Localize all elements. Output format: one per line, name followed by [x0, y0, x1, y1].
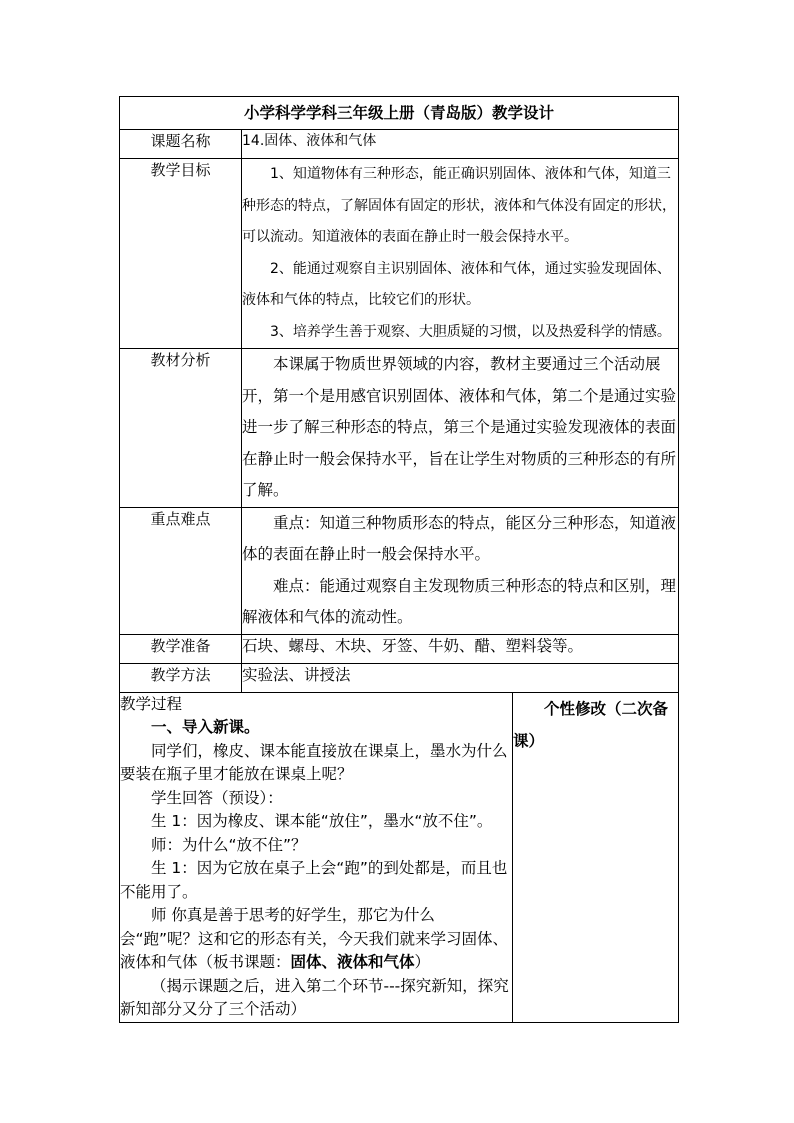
goals-item-3: 3、培养学生善于观察、大胆质疑的习惯，以及热爱科学的情感。	[270, 323, 671, 340]
process-paragraph-5: 生 1：因为它放在桌子上会“跑”的到处都是，而且也不能用了。	[120, 859, 508, 901]
goals-item-1: 1、知道物体有三种形态，能正确识别固体、液体和气体，知道三种形态的特点，了解固体有固定的形状，液体和气体没有固定的形状，可以流动。知道液体的表面在静止时一般会保持水平。	[242, 166, 676, 245]
goals-content	[242, 159, 679, 349]
section-heading: 一、导入新课。	[151, 718, 260, 736]
process-content	[120, 692, 513, 1022]
topic-row	[120, 130, 679, 159]
analysis-text: 本课属于物质世界领域的内容，教材主要通过三个活动展开，第一个是用感官识别固体、液体和气体，第二个是通过实验进一步了解三种形态的特点，第三个是通过实验发现液体的表面在静止时一般会保持水平，旨在让学生对物质的三种形态的有所了解。	[242, 355, 677, 499]
goals-label: 教学目标	[120, 159, 242, 349]
goals-item-2: 2、能通过观察自主识别固体、液体和气体，通过实验发现固体、液体和气体的特点，比较它们的形状。	[242, 260, 671, 308]
keypoints-label: 重点难点	[120, 507, 242, 634]
board-title: 固体、液体和气体	[290, 953, 415, 971]
topic-value: 14.固体、液体和气体	[242, 130, 679, 159]
side-note: 个性修改（二次备课）	[513, 692, 679, 1022]
analysis-label: 教材分析	[120, 349, 242, 508]
prep-label: 教学准备	[120, 634, 242, 663]
process-paragraph-2: 学生回答（预设）：	[151, 788, 283, 807]
process-paragraph-4: 师：为什么“放不住”？	[151, 835, 307, 854]
keypoints-difficulty: 难点：能通过观察自主发现物质三种形态的特点和区别，理解液体和气体的流动性。	[242, 576, 677, 626]
keypoints-content	[242, 507, 679, 634]
keypoints-row	[120, 507, 679, 634]
method-row	[120, 663, 679, 692]
topic-label: 课题名称	[120, 130, 242, 159]
process-paragraph-3: 生 1：因为橡皮、课本能“放住”，墨水“放不住”。	[151, 812, 493, 830]
prep-row	[120, 634, 679, 663]
process-paragraph-6	[120, 904, 512, 975]
keypoints-focus: 重点：知道三种物质形态的特点，能区分三种形态，知道液体的表面在静止时一般会保持水平。	[242, 513, 677, 563]
process-heading: 教学过程	[120, 694, 183, 713]
p6-text-c: ）	[414, 953, 431, 971]
process-paragraph-7: （揭示课题之后，进入第二个环节---探究新知，探究新知部分又分了三个活动）	[120, 976, 509, 1018]
title-row	[120, 97, 679, 130]
analysis-content	[242, 349, 679, 508]
method-value: 实验法、讲授法	[242, 663, 679, 692]
prep-value: 石块、螺母、木块、牙签、牛奶、醋、塑料袋等。	[242, 634, 679, 663]
p6-text-a: 师 你真是善于思考的好学生，那它为什么会“跑”呢？这和它的形态有关，今天我们就来学习固体、液体和气体（板书课题：	[120, 906, 509, 971]
analysis-row	[120, 349, 679, 508]
lesson-plan-table	[119, 96, 679, 1023]
document-title: 小学科学学科三年级上册（青岛版）教学设计	[120, 97, 679, 130]
method-label: 教学方法	[120, 663, 242, 692]
process-row	[120, 692, 679, 1022]
goals-row	[120, 159, 679, 349]
process-paragraph-1: 同学们，橡皮、课本能直接放在课桌上，墨水为什么要装在瓶子里才能放在课桌上呢？	[120, 741, 508, 783]
